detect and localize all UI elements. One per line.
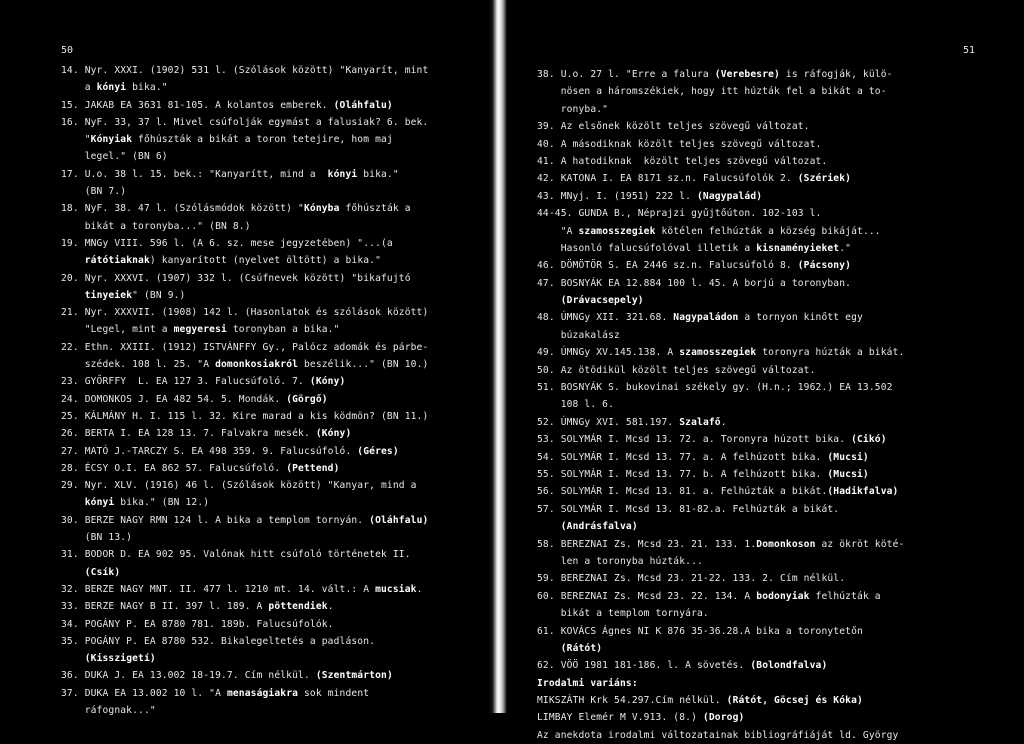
bold-place-name: (Oláhfalu) bbox=[333, 99, 393, 111]
bold-place-name: (Rátót) bbox=[560, 642, 603, 654]
text-run: 53. SOLYMÁR I. Mcsd 13. 72. a. Toronyra húzott bika. bbox=[537, 434, 852, 446]
text-line bbox=[537, 466, 1017, 483]
bold-place-name: Szalafő bbox=[679, 416, 721, 428]
text-run: 22. Ethn. XXIII. (1912) ISTVÁNFFY Gy., Palócz adomák és párbe- bbox=[61, 341, 429, 353]
text-line bbox=[537, 188, 1017, 205]
text-run: 36. DUKA J. EA 13.002 18-19.7. Cím nélkül. bbox=[61, 670, 316, 682]
text-line bbox=[537, 275, 1017, 292]
bold-place-name: tinyeiek bbox=[84, 289, 133, 301]
text-run: 27. MATÓ J.-TARCZY S. EA 498 359. 9. Falucsúfoló. bbox=[61, 445, 358, 457]
bold-place-name: (Mucsi) bbox=[827, 451, 869, 463]
text-run: a tornyon kinőtt egy bbox=[738, 312, 863, 324]
text-run: bika." bbox=[357, 168, 399, 180]
text-run: 52. ÚMNGy XVI. 581.197. bbox=[537, 416, 680, 428]
text-run: 39. Az elsőnek közölt teljes szövegű változat. bbox=[537, 121, 810, 133]
text-line bbox=[61, 408, 481, 425]
text-run: ." bbox=[839, 242, 852, 254]
text-line bbox=[61, 356, 481, 373]
text-run: 58. BEREZNAI Zs. Mcsd 23. 21. 133. 1. bbox=[537, 538, 757, 550]
bold-place-name: Kónyiak bbox=[90, 134, 133, 146]
left-page bbox=[0, 0, 489, 716]
text-run: sok mindent bbox=[298, 687, 370, 699]
bold-place-name: szamosszegiek bbox=[679, 347, 757, 359]
text-run: Hasonló falucsúfolóval illetik a bbox=[537, 242, 757, 254]
text-run: 59. BEREZNAI Zs. Mcsd 23. 21-22. 133. 2. Cím nélkül. bbox=[537, 573, 846, 585]
text-line bbox=[61, 114, 481, 131]
text-line bbox=[537, 605, 1017, 622]
bold-place-name: szamosszegiek bbox=[578, 225, 656, 237]
text-run: 18. NyF. 38. 47 l. (Szólásmódok között) " bbox=[61, 203, 304, 215]
text-run: 61. KOVÁCS Ágnes NI K 876 35-36.28.A bika a toronytetőn bbox=[537, 625, 863, 637]
text-run: főhúszták a bbox=[339, 203, 411, 215]
bold-place-name: (Andrásfalva) bbox=[560, 521, 638, 533]
text-run: " bbox=[61, 134, 91, 146]
text-run: ráfognak..." bbox=[61, 704, 156, 716]
text-run bbox=[61, 290, 85, 301]
text-run: 33. BERZE NAGY B II. 397 l. 189. A bbox=[61, 601, 269, 613]
text-line bbox=[537, 170, 1017, 187]
text-line bbox=[537, 362, 1017, 379]
bold-place-name: menaságiakra bbox=[226, 687, 299, 699]
bold-place-name: kónyi bbox=[96, 82, 127, 94]
text-run: bika." (BN 12.) bbox=[114, 497, 210, 509]
book-gutter bbox=[489, 0, 507, 713]
bold-place-name: (Szentmárton) bbox=[315, 670, 393, 682]
text-run: . bbox=[720, 416, 727, 428]
text-run: 17. U.o. 38 l. 15. bek.: "Kanyarítt, mind a bbox=[61, 168, 328, 180]
bold-place-name: (Oláhfalu) bbox=[369, 514, 429, 526]
text-run: az ökröt köté- bbox=[815, 538, 905, 550]
bold-place-name: (Pettend) bbox=[286, 462, 340, 474]
text-line bbox=[61, 200, 481, 217]
text-line bbox=[537, 727, 1017, 744]
text-line bbox=[61, 97, 481, 114]
text-line bbox=[537, 136, 1017, 153]
text-run: ) kanyarított (nyelvet öltött) a bika." bbox=[149, 255, 382, 267]
text-run: 25. KÁLMÁNY H. I. 115 l. 32. Kire marad a kis ködmön? (BN 11.) bbox=[61, 410, 429, 422]
text-run: (BN 13.) bbox=[61, 532, 133, 544]
text-run: 55. SOLYMÁR I. Mcsd 13. 77. b. A felhúzott bika. bbox=[537, 468, 828, 480]
text-line bbox=[537, 536, 1017, 553]
text-run: bika." bbox=[126, 82, 168, 94]
bold-place-name: (Rátót, Göcsej és Kóka) bbox=[726, 695, 863, 707]
text-run: "Legel, mint a bbox=[61, 324, 174, 336]
text-run bbox=[61, 567, 85, 578]
bold-place-name: (Cikó) bbox=[851, 434, 887, 446]
text-run: 29. Nyr. XLV. (1916) 46 l. (Szólások között) "Kanyar, mind a bbox=[61, 480, 417, 492]
text-line bbox=[537, 66, 1017, 83]
text-line bbox=[537, 414, 1017, 431]
text-run: Az anekdota irodalmi változatainak bibliográfiáját ld. György bbox=[537, 729, 899, 741]
text-run bbox=[61, 497, 85, 508]
text-line bbox=[537, 449, 1017, 466]
text-run: 32. BERZE NAGY MNT. II. 477 l. 1210 mt. 14. vált.: A bbox=[61, 583, 376, 595]
text-run: 28. ÉCSY O.I. EA 862 57. Falucsúfoló. bbox=[61, 462, 287, 474]
text-line bbox=[537, 292, 1017, 309]
text-line bbox=[537, 257, 1017, 274]
text-run: kötélen felhúzták a község bikáját... bbox=[655, 225, 881, 237]
text-run: "A bbox=[537, 225, 579, 237]
text-run: 48. ÚMNGy XII. 321.68. bbox=[537, 312, 674, 324]
text-line bbox=[61, 373, 481, 390]
text-line bbox=[61, 667, 481, 684]
bold-place-name: pöttendiek bbox=[268, 601, 328, 613]
text-run: . bbox=[327, 601, 334, 613]
text-run bbox=[61, 255, 85, 266]
bold-place-name: kisnaményieket bbox=[756, 242, 840, 254]
text-run: 57. SOLYMÁR I. Mcsd 13. 81-82.a. Felhúzták a bikát. bbox=[537, 503, 840, 515]
text-line bbox=[61, 131, 481, 148]
bold-place-name: (Bolondfalva) bbox=[750, 660, 828, 672]
bold-place-name: Nagypaládon bbox=[673, 312, 739, 324]
text-run: 19. MNGy VIII. 596 l. (A 6. sz. mese jegyzetében) "...(a bbox=[61, 237, 393, 249]
text-line bbox=[537, 118, 1017, 135]
page-number-right: 51 bbox=[963, 45, 976, 56]
bold-place-name: (Pácsony) bbox=[797, 260, 852, 272]
text-line bbox=[61, 477, 481, 494]
bold-place-name: megyeresi bbox=[173, 324, 227, 336]
text-line bbox=[537, 588, 1017, 605]
text-run: 37. DUKA EA 13.002 10 l. "A bbox=[61, 687, 227, 699]
text-line bbox=[61, 564, 481, 581]
text-line bbox=[61, 270, 481, 287]
text-run: 31. BODOR D. EA 902 95. Valónak hitt csúfoló történetek II. bbox=[61, 549, 411, 561]
text-run: 43. MNyj. I. (1951) 222 l. bbox=[537, 190, 697, 202]
text-line bbox=[61, 494, 481, 511]
text-line bbox=[61, 148, 481, 165]
text-run: 47. BOSNYÁK EA 12.884 100 l. 45. A borjú a toronyban. bbox=[537, 277, 852, 289]
bold-place-name: mucsiak bbox=[375, 583, 417, 595]
right-page bbox=[507, 0, 1024, 741]
text-run bbox=[537, 295, 561, 306]
bold-place-name: (Szériek) bbox=[797, 173, 852, 185]
text-line bbox=[537, 657, 1017, 674]
text-line bbox=[537, 623, 1017, 640]
text-line bbox=[537, 379, 1017, 396]
text-run: 54. SOLYMÁR I. Mcsd 13. 77. a. A felhúzott bika. bbox=[537, 451, 828, 463]
text-run: is ráfogják, külö- bbox=[779, 69, 893, 80]
text-line bbox=[61, 339, 481, 356]
text-run bbox=[537, 521, 561, 532]
text-run: a bbox=[61, 82, 97, 94]
text-run: 49. ÚMNGy XV.145.138. A bbox=[537, 347, 680, 359]
text-line bbox=[61, 235, 481, 252]
page-number-left: 50 bbox=[61, 45, 74, 56]
text-run: 23. GYŐRFFY L. EA 127 3. Falucsúfoló. 7. bbox=[61, 376, 310, 388]
bold-place-name: (Dorog) bbox=[702, 712, 745, 724]
bold-place-name: domonkosiakról bbox=[215, 359, 299, 371]
bold-place-name: (Görgő) bbox=[286, 393, 328, 405]
text-run: . bbox=[416, 583, 423, 595]
text-line bbox=[61, 616, 481, 633]
text-run: 108 l. 6. bbox=[537, 399, 615, 411]
text-run: 56. SOLYMÁR I. Mcsd 13. 81. a. Felhúzták a bikát. bbox=[537, 486, 828, 498]
text-run: 44-45. GUNDA B., Néprajzi gyűjtőúton. 102-103 l. bbox=[537, 208, 822, 220]
text-line bbox=[61, 443, 481, 460]
text-run: 51. BOSNYÁK S. bukovinai székely gy. (H.n.; 1962.) EA 13.502 bbox=[537, 382, 893, 394]
text-line bbox=[537, 501, 1017, 518]
text-line bbox=[61, 529, 481, 546]
text-line bbox=[537, 101, 1017, 118]
bold-place-name: bodonyiak bbox=[756, 590, 810, 602]
text-line bbox=[537, 327, 1017, 344]
text-run: 38. U.o. 27 l. "Erre a falura bbox=[537, 69, 715, 80]
text-run: 62. VÖÖ 1981 181-186. l. A sövetés. bbox=[537, 660, 751, 672]
text-line bbox=[537, 692, 1017, 709]
text-run: 21. Nyr. XXXVII. (1908) 142 l. (Hasonlatok és szólások között) bbox=[61, 307, 429, 319]
bold-place-name: (Kóny) bbox=[315, 428, 352, 440]
text-run: 15. JAKAB EA 3631 81-105. A kolantos emberek. bbox=[61, 99, 334, 111]
bold-place-name: (Drávacsepely) bbox=[560, 295, 644, 307]
text-run: MIKSZÁTH Krk 54.297.Cím nélkül. bbox=[537, 695, 727, 707]
bold-place-name: kónyi bbox=[84, 497, 115, 509]
bold-place-name: (Kisszigetí) bbox=[84, 653, 156, 665]
text-run: legel." (BN 6) bbox=[61, 151, 168, 163]
text-run: ronyba." bbox=[537, 103, 609, 115]
text-run: 41. A hatodiknak közölt teljes szövegű változat. bbox=[537, 155, 828, 167]
bold-place-name: (Géres) bbox=[357, 445, 399, 457]
text-run: nösen a háromszékiek, hogy itt húzták fel a bikát a to- bbox=[537, 86, 887, 98]
text-line bbox=[537, 431, 1017, 448]
text-line bbox=[61, 702, 481, 719]
bold-place-name: (Kóny) bbox=[309, 376, 346, 388]
text-line bbox=[61, 304, 481, 321]
text-run: 40. A másodiknak közölt teljes szövegű változat. bbox=[537, 138, 822, 150]
bold-place-name: rátótiaknak bbox=[84, 255, 150, 267]
text-line bbox=[61, 460, 481, 477]
text-line bbox=[61, 650, 481, 667]
text-run: főhúszták a bikát a toron tetejire, hom maj bbox=[132, 134, 393, 146]
text-line bbox=[537, 675, 1017, 692]
text-line bbox=[537, 205, 1017, 222]
text-run: bikát a toronyba..." (BN 8.) bbox=[61, 220, 251, 232]
bold-place-name: (Nagypalád) bbox=[697, 190, 763, 202]
text-line bbox=[61, 183, 481, 200]
text-run: toronyra húzták a bikát. bbox=[756, 347, 905, 359]
text-run: 24. DOMONKOS J. EA 482 54. 5. Mondák. bbox=[61, 393, 287, 405]
text-line bbox=[61, 287, 481, 304]
bold-place-name: (Mucsi) bbox=[827, 468, 869, 480]
text-line bbox=[61, 321, 481, 338]
text-line bbox=[537, 83, 1017, 100]
text-run: 16. NyF. 33, 37 l. Mivel csúfolják egymást a falusiak? 6. bek. bbox=[61, 116, 429, 128]
text-run bbox=[61, 653, 85, 664]
bold-place-name: (Verebesre) bbox=[714, 69, 780, 80]
bold-place-name: kónyi bbox=[327, 168, 358, 180]
text-run: toronyban a bika." bbox=[226, 324, 340, 336]
text-line bbox=[61, 252, 481, 269]
text-run: LIMBAY Elemér M V.913. (8.) bbox=[537, 712, 703, 724]
text-run: szédek. 108 l. 25. "A bbox=[61, 359, 216, 371]
text-line bbox=[61, 546, 481, 563]
bold-place-name: Kónyba bbox=[303, 203, 340, 215]
text-line bbox=[537, 640, 1017, 657]
text-run: 20. Nyr. XXXVI. (1907) 332 l. (Csúfnevek között) "bikafujtó bbox=[61, 272, 411, 284]
bold-place-name: (Csík) bbox=[84, 566, 121, 578]
bold-place-name: Domonkoson bbox=[756, 538, 816, 550]
text-run: (BN 7.) bbox=[61, 186, 127, 198]
text-run: 50. Az ötödikül közölt teljes szövegű változat. bbox=[537, 364, 816, 376]
text-line bbox=[61, 581, 481, 598]
bold-place-name: Irodalmi variáns: bbox=[537, 677, 638, 689]
text-line bbox=[537, 309, 1017, 326]
text-run: " (BN 9.) bbox=[132, 289, 186, 301]
footnote-list-right bbox=[537, 66, 1017, 744]
text-line bbox=[537, 483, 1017, 500]
text-line bbox=[61, 391, 481, 408]
text-line bbox=[537, 223, 1017, 240]
text-run: 34. POGÁNY P. EA 8780 781. 189b. Falucsúfolók. bbox=[61, 618, 334, 630]
text-line bbox=[61, 512, 481, 529]
text-line bbox=[537, 240, 1017, 257]
text-line bbox=[61, 633, 481, 650]
text-line bbox=[537, 553, 1017, 570]
text-line bbox=[537, 709, 1017, 726]
text-run: 30. BERZE NAGY RMN 124 l. A bika a templom tornyán. bbox=[61, 514, 370, 526]
text-run: 60. BEREZNAI Zs. Mcsd 23. 22. 134. A bbox=[537, 590, 757, 602]
text-run: felhúzták a bbox=[809, 590, 881, 602]
text-run bbox=[537, 643, 561, 654]
text-run: 14. Nyr. XXXI. (1902) 531 l. (Szólások között) "Kanyarít, mint bbox=[61, 65, 429, 76]
text-line bbox=[537, 396, 1017, 413]
text-line bbox=[61, 218, 481, 235]
text-line bbox=[61, 79, 481, 96]
text-run: beszélik..." (BN 10.) bbox=[298, 359, 429, 371]
text-line bbox=[537, 518, 1017, 535]
text-run: 26. BERTA I. EA 128 13. 7. Falvakra mesék. bbox=[61, 428, 316, 440]
text-line bbox=[537, 344, 1017, 361]
text-run: búzakalász bbox=[537, 329, 620, 341]
text-line bbox=[61, 62, 481, 79]
text-line bbox=[537, 153, 1017, 170]
text-line bbox=[61, 685, 481, 702]
text-run: len a toronyba húzták... bbox=[537, 555, 703, 567]
text-run: 42. KATONA I. EA 8171 sz.n. Falucsúfolók 2. bbox=[537, 173, 798, 185]
text-line bbox=[537, 570, 1017, 587]
text-line bbox=[61, 598, 481, 615]
text-run: 35. POGÁNY P. EA 8780 532. Bikalegeltetés a padláson. bbox=[61, 635, 376, 647]
footnote-list-left bbox=[61, 62, 481, 719]
bold-place-name: (Hadikfalva) bbox=[827, 486, 899, 498]
text-run: 46. DÖMÖTÖR S. EA 2446 sz.n. Falucsúfoló 8. bbox=[537, 260, 798, 272]
text-run: bikát a templom tornyára. bbox=[537, 608, 709, 620]
text-line bbox=[61, 425, 481, 442]
text-line bbox=[61, 166, 481, 183]
